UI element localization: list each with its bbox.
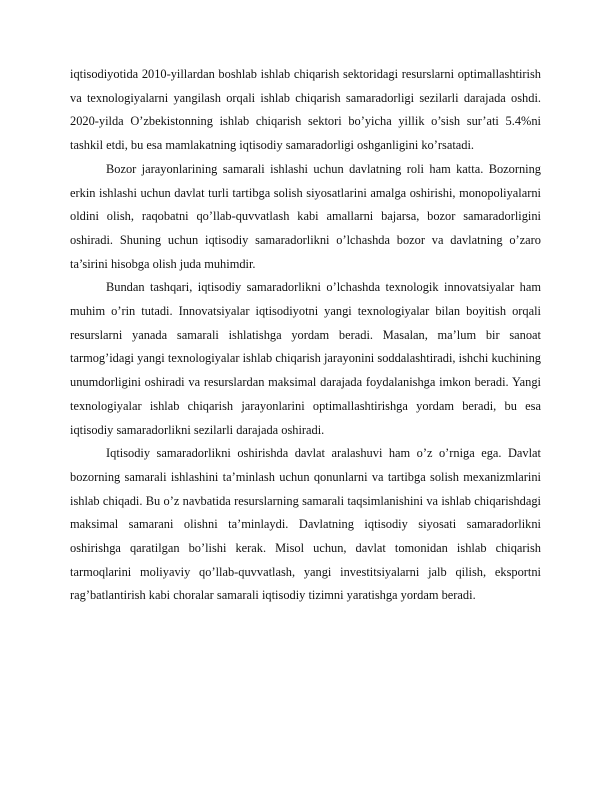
paragraph-2: Bozor jarayonlarining samarali ishlashi uchun davlatning roli ham katta. Bozorning erkin ishlashi uchun davlat turli tartibga solish siyosatlarini amalga oshirishi, monopoliyalarni oldini olish, raqobatni qo’llab-quvvatlash kabi amallarni bajarsa, bozor samaradorligini oshiradi. Shuning uchun iqtisodiy samaradorlikni o’lchashda bozor va davlatning o’zaro ta’sirini hisobga olish juda muhimdir. [70, 161, 541, 271]
paragraph-4: Iqtisodiy samaradorlikni oshirishda davlat aralashuvi ham o’z o’rniga ega. Davlat bozorning samarali ishlashini ta’minlash uchun qonunlarni va tartibga solish mexanizmlarini ishlab chiqadi. Bu o’z navbatida resurslarning samarali taqsimlanishini va ishlab chiqarishdagi maksimal samarani olishni ta’minlaydi. Davlatning iqtisodiy siyosati samaradorlikni oshirishga qaratilgan bo’lishi kerak. Misol uchun, davlat tomonidan ishlab chiqarish tarmoqlarini moliyaviy qo’llab-quvvatlash, yangi investitsiyalarni jalb qilish, eksportni rag’batlantirish kabi choralar samarali iqtisodiy tizimni yaratishga yordam beradi. [70, 446, 541, 603]
paragraph-3: Bundan tashqari, iqtisodiy samaradorlikni o’lchashda texnologik innovatsiyalar ham muhim o’rin tutadi. Innovatsiyalar iqtisodiyotni yangi texnologiyalar bilan boyitish orqali resurslarni yanada samarali ishlatishga yordam beradi. Masalan, ma’lum bir sanoat tarmog’idagi yangi texnologiyalar ishlab chiqarish jarayonini soddalashtiradi, ishchi kuchining unumdorligini oshiradi va resurslardan maksimal darajada foydalanishga imkon beradi. Yangi texnologiyalar ishlab chiqarish jarayonlarini optimallashtirishga yordam beradi, bu esa iqtisodiy samaradorlikni sezilarli darajada oshiradi. [70, 280, 541, 437]
document-page [70, 63, 541, 608]
paragraph-1: iqtisodiyotida 2010-yillardan boshlab ishlab chiqarish sektoridagi resurslarni optimallashtirish va texnologiyalarni yangilash orqali ishlab chiqarish samaradorligi sezilarli darajada oshdi. 2020-yilda O’zbekistonning ishlab chiqarish sektori bo’yicha yillik o’sish sur’ati 5.4%ni tashkil etdi, bu esa mamlakatning iqtisodiy samaradorligi oshganligini ko’rsatadi. [70, 67, 541, 153]
